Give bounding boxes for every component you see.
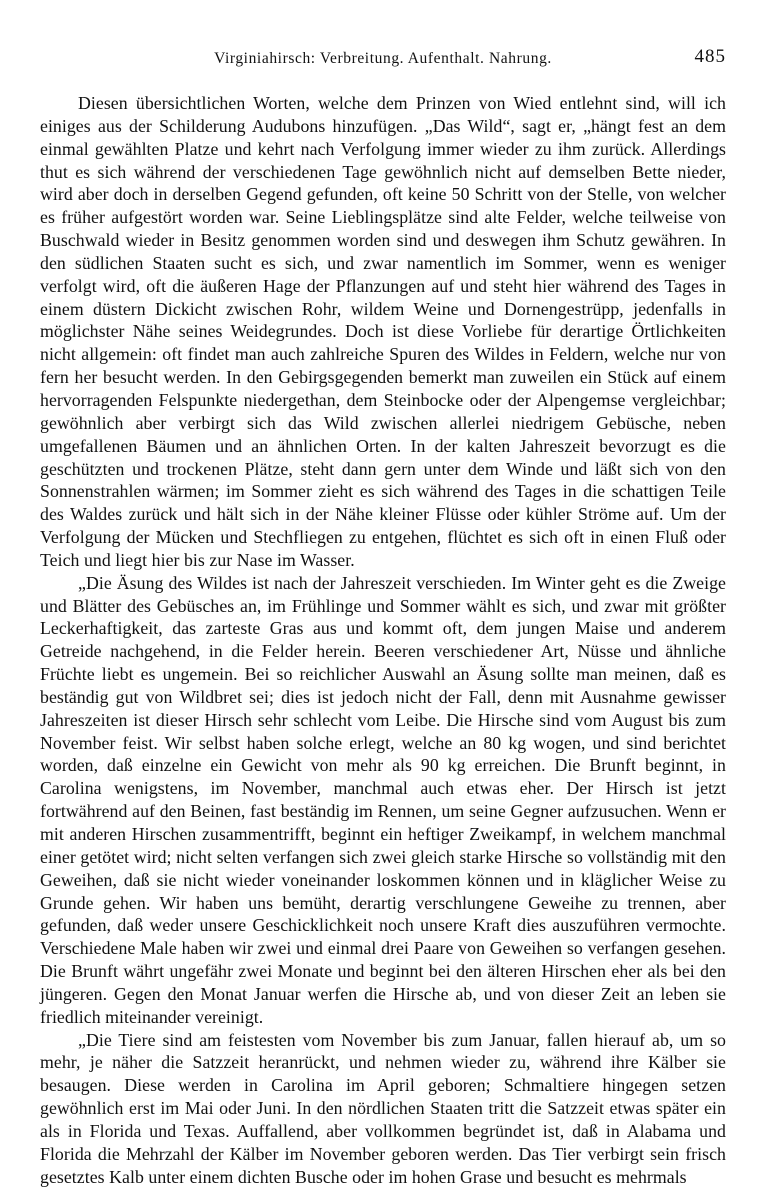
running-title: Virginiahirsch: Verbreitung. Aufenthalt. Nahrung. [214,50,552,67]
paragraph: Diesen übersichtlichen Worten, welche dem Prinzen von Wied entlehnt sind, will ich einiges aus der Schilderung Audubons hinzufügen. „Das Wild“, sagt er, „hängt fest an dem einmal gewählten Platze und kehrt nach Verfolgung immer wieder zu ihm zurück. Allerdings thut es sich während der verschiedenen Tage gewöhnlich nicht auf demselben Bette nieder, wird aber doch in derselben Gegend gefunden, oft keine 50 Schritt von der Stelle, von welcher es früher aufgestört worden war. Seine Lieblingsplätze sind alte Felder, welche teilweise von Buschwald wieder in Besitz genommen worden sind und deswegen ihm Schutz gewähren. In den südlichen Staaten sucht es sich, und zwar namentlich im Sommer, wenn es weniger verfolgt wird, oft die äußeren Hage der Pflanzungen auf und steht hier während des Tages in einem düstern Dickicht zwischen Rohr, wildem Weine und Dornengestrüpp, jedenfalls in möglichster Nähe seines Weidegrundes. Doch ist diese Vorliebe für derartige Örtlichkeiten nicht allgemein: oft findet man auch zahlreiche Spuren des Wildes in Feldern, welche nur von fern her besucht werden. In den Gebirgsgegenden bemerkt man zuweilen ein Stück auf einem hervorragenden Felspunkte niedergethan, dem Steinbocke oder der Alpengemse vergleichbar; gewöhnlich aber verbirgt sich das Wild zwischen allerlei niedrigem Gebüsche, neben umgefallenen Bäumen und an ähnlichen Orten. In der kalten Jahreszeit bevorzugt es die geschützten und trockenen Plätze, steht dann gern unter dem Winde und läßt sich von den Sonnenstrahlen wärmen; im Sommer zieht es sich während des Tages in die schattigen Teile des Waldes zurück und hält sich in der Nähe kleiner Flüsse oder kühler Ströme auf. Um der Verfolgung der Mücken und Stechfliegen zu entgehen, flüchtet es sich oft in einen Fluß oder Teich und liegt hier bis zur Nase im Wasser. [40,93,726,570]
page-number: 485 [694,46,726,67]
paragraph: „Die Äsung des Wildes ist nach der Jahreszeit verschieden. Im Winter geht es die Zweige und Blätter des Gebüsches an, im Frühlinge und Sommer wählt es sich, und zwar mit größter Leckerhaftigkeit, das zarteste Gras aus und kommt oft, dem jungen Maise und anderem Getreide nachgehend, in die Felder herein. Beeren verschiedener Art, Nüsse und ähnliche Früchte liebt es ungemein. Bei so reichlicher Auswahl an Äsung sollte man meinen, daß es beständig gut von Wildbret sei; dies ist jedoch nicht der Fall, denn mit Ausnahme gewisser Jahreszeiten ist dieser Hirsch sehr schlecht vom Leibe. Die Hirsche sind vom August bis zum November feist. Wir selbst haben solche erlegt, welche an 80 kg wogen, und sind berichtet worden, daß einzelne ein Gewicht von mehr als 90 kg erreichen. Die Brunft beginnt, in Carolina wenigstens, im November, manchmal auch etwas eher. Der Hirsch ist jetzt fortwährend auf den Beinen, fast beständig im Rennen, um seine Gegner aufzusuchen. Wenn er mit anderen Hirschen zusammentrifft, beginnt ein heftiger Zweikampf, in welchem manchmal einer getötet wird; nicht selten verfangen sich zwei gleich starke Hirsche so vollständig mit den Geweihen, daß sie nicht wieder voneinander loskommen können und in kläglicher Weise zu Grunde gehen. Wir haben uns bemüht, derartig verschlungene Geweihe zu trennen, aber gefunden, daß weder unsere Geschicklichkeit noch unsere Kraft dies auszuführen vermochte. Verschiedene Male haben wir zwei und einmal drei Paare von Geweihen so verfangen gesehen. Die Brunft währt ungefähr zwei Monate und beginnt bei den älteren Hirschen eher als bei den jüngeren. Gegen den Monat Januar werfen die Hirsche ab, und von dieser Zeit an leben sie friedlich miteinander vereinigt. [40,572,726,1027]
book-page [40,42,726,1187]
body-text [40,92,726,1189]
page-header [40,42,726,72]
paragraph: „Die Tiere sind am feistesten vom November bis zum Januar, fallen hierauf ab, um so mehr, je näher die Satzzeit heranrückt, und nehmen wieder zu, während ihre Kälber sie besaugen. Diese werden in Carolina im April geboren; Schmaltiere hingegen setzen gewöhnlich erst im Mai oder Juni. In den nördlichen Staaten tritt die Satzzeit etwas später ein als in Florida und Texas. Auffallend, aber vollkommen begründet ist, daß in Alabama und Florida die Mehrzahl der Kälber im November geboren werden. Das Tier verbirgt sein frisch gesetztes Kalb unter einem dichten Busche oder im hohen Grase und besucht es mehrmals [40,1029,726,1187]
